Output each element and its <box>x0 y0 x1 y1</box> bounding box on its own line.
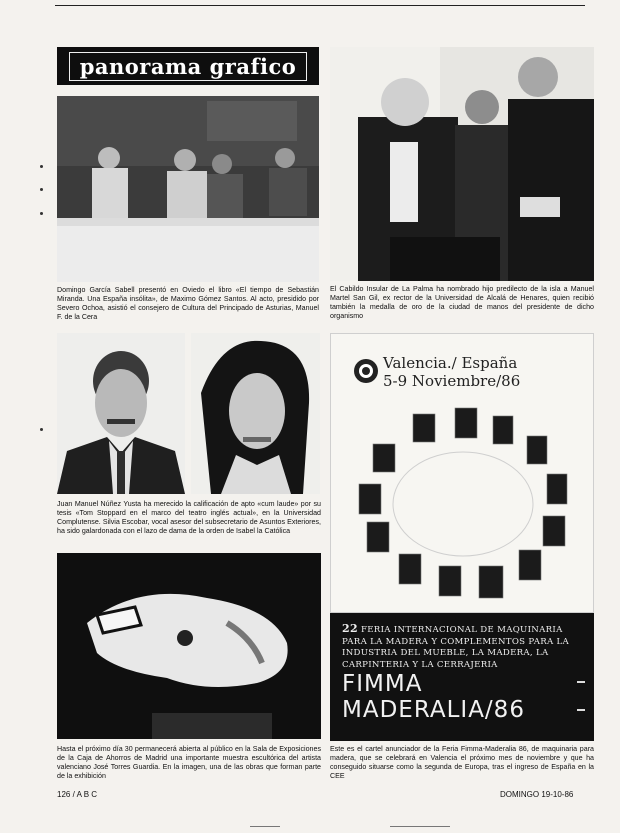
caption-ceremony: El Cabildo Insular de La Palma ha nombrado hijo predilecto de la isla a Manuel Martel San Gil, ex rector de la Universidad de Alcalá de Henares, quien recibió también la medalla de oro de la ciudad de manos del presidente de dicho organismo <box>330 285 594 320</box>
caption-portraits: Juan Manuel Núñez Yusta ha merecido la calificación de apto «cum laude» por su tesis «Tom Stoppard en el marco del teatro inglés actual», en la Universidad Complutense. Silvia Escobar, vocal asesor del subsecretario de Asuntos Exteriores, ha sido galardonada con el lazo de dama de la orden de Isabel la Católica <box>57 500 321 535</box>
poster-brand-maderalia: MADERALIA/86 <box>342 697 525 723</box>
margin-mark <box>40 188 43 191</box>
fair-logo-icon <box>353 358 379 384</box>
top-rule <box>55 5 585 6</box>
footer-page-number: 126 / A B C <box>57 790 98 799</box>
poster-mark <box>577 681 585 683</box>
margin-mark <box>40 428 43 431</box>
poster-wood-blocks-illustration <box>343 404 583 604</box>
photo-portrait-woman <box>191 333 320 494</box>
caption-fair-poster: Este es el cartel anunciador de la Feria Fimma-Maderalia 86, de maquinaria para madera, que se celebrará en Valencia el próximo mes de noviembre y que ha conseguido situarse como la segunda de Europa, tras el ingreso de España en la CEE <box>330 745 594 780</box>
photo-portrait-man <box>57 333 185 494</box>
section-banner <box>57 47 319 85</box>
poster-fair-image <box>330 333 594 613</box>
photo-book-presentation <box>57 96 319 282</box>
caption-sculpture: Hasta el próximo día 30 permanecerá abierta al público en la Sala de Exposiciones de la Caja de Ahorros de Madrid una importante muestra escultórica del artista valenciano José Torres Guardia. En la imagen, una de las obras que forman parte de la exhibición <box>57 745 321 780</box>
bottom-rule <box>390 826 450 827</box>
margin-mark <box>40 165 43 168</box>
margin-mark <box>40 212 43 215</box>
photo-ceremony <box>330 47 594 281</box>
footer-date: DOMINGO 19-10-86 <box>500 790 574 799</box>
poster-brand-fimma: FIMMA <box>342 671 423 697</box>
poster-mark <box>577 709 585 711</box>
photo-sculpture <box>57 553 321 739</box>
bottom-rule <box>250 826 280 827</box>
poster-fair-text: FERIA INTERNACIONAL DE MAQUINARIA PARA LA MADERA Y COMPLEMENTOS PARA LA INDUSTRIA DEL MUEBLE, LA MADERA, LA CARPINTERIA Y LA CERRAJERIA <box>342 625 570 670</box>
poster-fair-text-panel <box>330 613 594 741</box>
poster-fair-number: 22 <box>342 622 358 635</box>
poster-location: Valencia./ España <box>383 354 518 372</box>
caption-book-presentation: Domingo García Sabell presentó en Oviedo el libro «El tiempo de Sebastián Miranda. Una España insólita», de Maximo Gómez Santos. Al acto, presidido por Severo Ochoa, asistió el consejero de Cultura del Principado de Asturias, Manuel F. de la Cera <box>57 286 319 321</box>
poster-dates: 5-9 Noviembre/86 <box>383 372 521 390</box>
banner-title: panorama grafico <box>69 52 308 81</box>
